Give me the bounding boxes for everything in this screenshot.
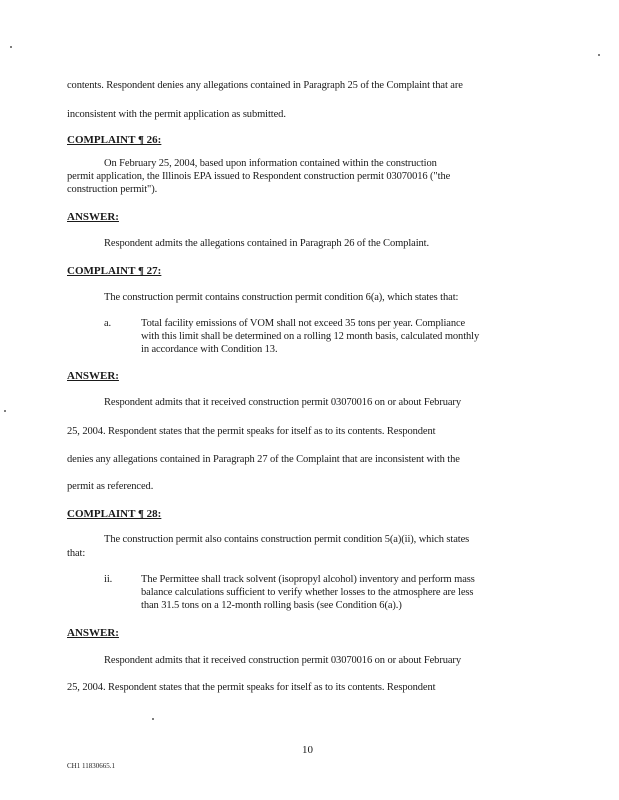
- page-number: 10: [302, 744, 313, 756]
- complaint-26-text: permit application, the Illinois EPA issued to Respondent construction permit 03070016 ("the: [67, 171, 451, 182]
- complaint-26-text: On February 25, 2004, based upon information contained within the construction: [104, 158, 437, 169]
- footer-doc-code: CH1 11830665.1: [67, 762, 115, 770]
- answer-27-text: Respondent admits that it received construction permit 03070016 on or about February: [104, 397, 461, 408]
- complaint-27-text: The construction permit contains construction permit condition 6(a), which states that:: [104, 292, 459, 303]
- scan-speck: [152, 718, 154, 720]
- complaint-26-heading: COMPLAINT ¶ 26:: [67, 134, 162, 146]
- body-line: inconsistent with the permit application as submitted.: [67, 109, 286, 120]
- body-line: contents. Respondent denies any allegations contained in Paragraph 25 of the Complaint that are: [67, 80, 463, 91]
- complaint-27-item-text: Total facility emissions of VOM shall not exceed 35 tons per year. Compliance: [141, 318, 466, 329]
- scan-speck: [4, 410, 6, 412]
- complaint-26-text: construction permit").: [67, 184, 158, 195]
- answer-26-heading: ANSWER:: [67, 211, 119, 223]
- complaint-28-item-text: balance calculations sufficient to verify whether losses to the atmosphere are less: [141, 587, 474, 598]
- scan-speck: [10, 46, 12, 48]
- complaint-27-item-text: in accordance with Condition 13.: [141, 344, 278, 355]
- answer-26-text: Respondent admits the allegations contained in Paragraph 26 of the Complaint.: [104, 238, 430, 249]
- answer-27-text: denies any allegations contained in Paragraph 27 of the Complaint that are inconsistent with the: [67, 454, 460, 465]
- answer-28-heading: ANSWER:: [67, 627, 119, 639]
- answer-27-heading: ANSWER:: [67, 370, 119, 382]
- complaint-28-item-text: The Permittee shall track solvent (isopropyl alcohol) inventory and perform mass: [141, 574, 475, 585]
- complaint-27-item-text: with this limit shall be determined on a rolling 12 month basis, calculated monthly: [141, 331, 480, 342]
- complaint-28-text: The construction permit also contains construction permit condition 5(a)(ii), which states: [104, 534, 470, 545]
- complaint-28-text: that:: [67, 548, 86, 559]
- scan-speck: [598, 54, 600, 56]
- complaint-27-heading: COMPLAINT ¶ 27:: [67, 265, 162, 277]
- answer-28-text: 25, 2004. Respondent states that the permit speaks for itself as to its contents. Respondent: [67, 682, 436, 693]
- complaint-27-item-label: a.: [104, 318, 112, 329]
- complaint-28-item-text: than 31.5 tons on a 12-month rolling basis (see Condition 6(a).): [141, 600, 402, 611]
- answer-27-text: 25, 2004. Respondent states that the permit speaks for itself as to its contents. Respondent: [67, 426, 436, 437]
- answer-27-text: permit as referenced.: [67, 481, 154, 492]
- complaint-28-item-label: ii.: [104, 574, 113, 585]
- complaint-28-heading: COMPLAINT ¶ 28:: [67, 508, 162, 520]
- answer-28-text: Respondent admits that it received construction permit 03070016 on or about February: [104, 655, 461, 666]
